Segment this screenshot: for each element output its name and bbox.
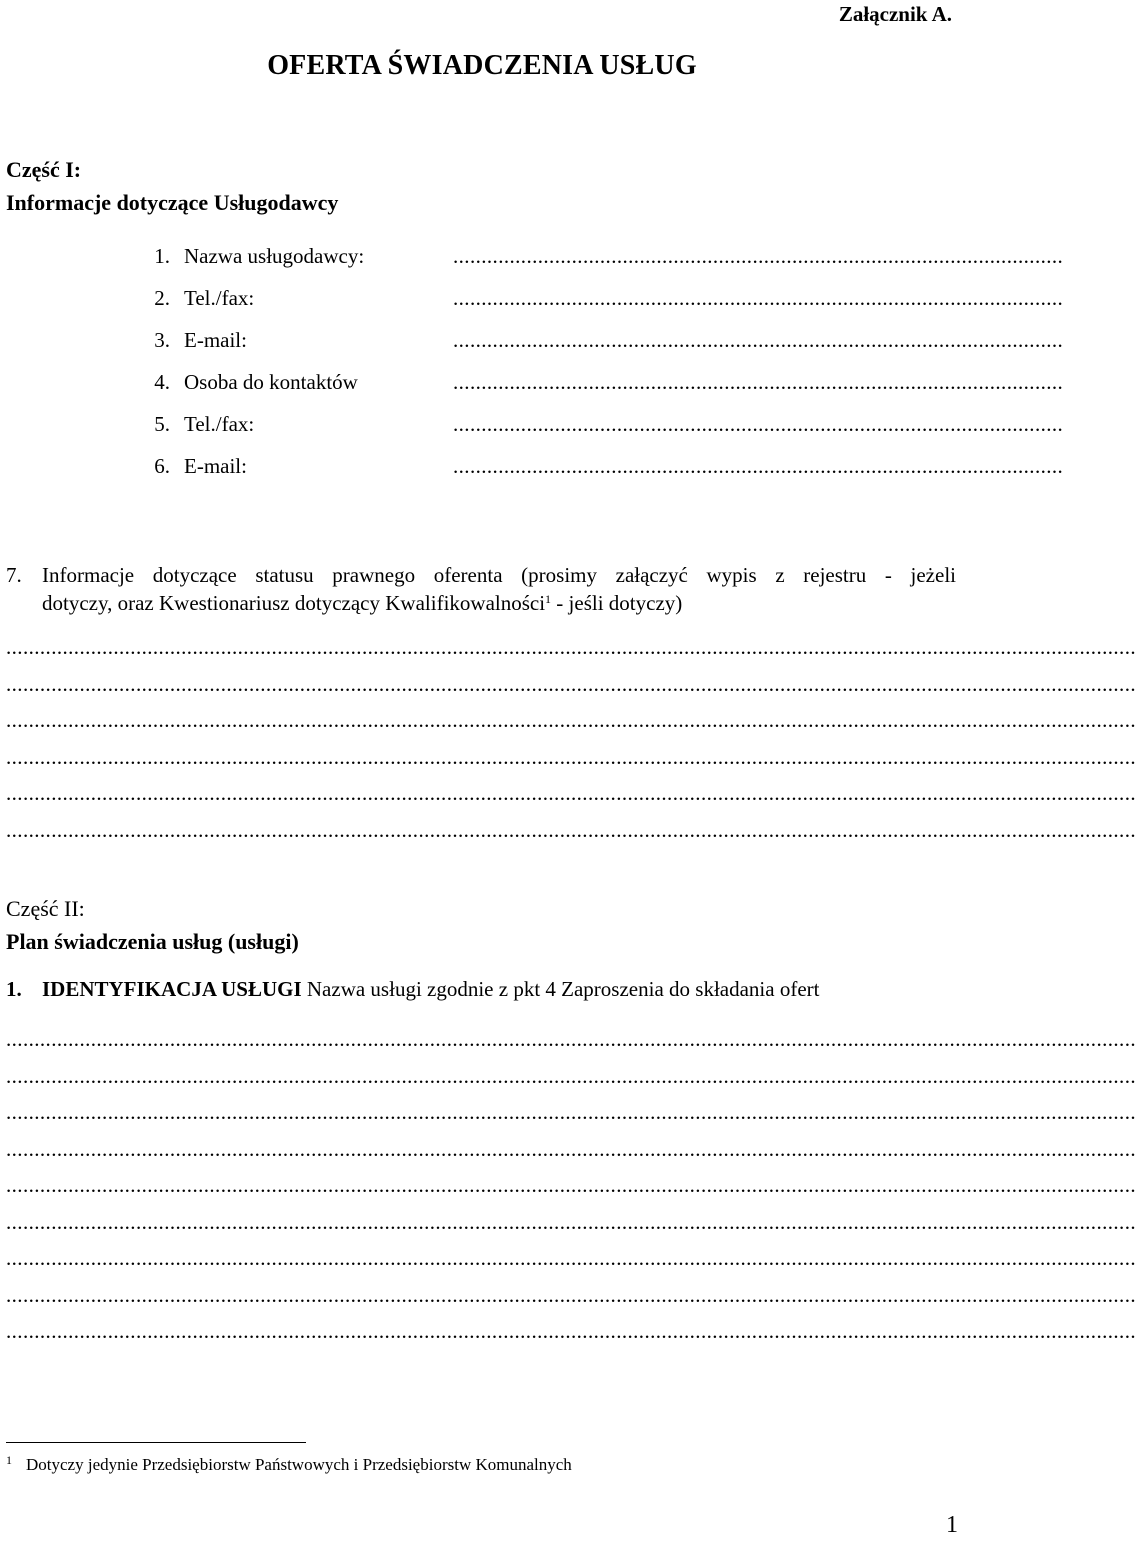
- dot-line[interactable]: ........................................................................................................................................................................................................: [6, 671, 1136, 696]
- fill-in-dots[interactable]: ............................................................................................................: [453, 412, 1064, 436]
- item7-line2: [6, 589, 956, 617]
- dot-line[interactable]: ........................................................................................................................................................................................................: [6, 1100, 1136, 1124]
- item-number: 1.: [154, 244, 170, 268]
- part1-subheading: Informacje dotyczące Usługodawcy: [6, 190, 339, 215]
- dot-line[interactable]: ........................................................................................................................................................................................................: [6, 1282, 1136, 1307]
- footnote-text: Dotyczy jedynie Przedsiębiorstw Państwowych i Przedsiębiorstw Komunalnych: [26, 1455, 572, 1474]
- item-label: Tel./fax:: [184, 286, 255, 310]
- document-title: OFERTA ŚWIADCZENIA USŁUG: [267, 50, 697, 81]
- dot-line[interactable]: ........................................................................................................................................................................................................: [6, 781, 1136, 805]
- service-identification-label: IDENTYFIKACJA USŁUGI: [42, 977, 302, 1001]
- footnote: [6, 1455, 572, 1475]
- list-item: [148, 282, 1064, 324]
- dot-line[interactable]: ........................................................................................................................................................................................................: [6, 1246, 1136, 1270]
- dot-line[interactable]: ........................................................................................................................................................................................................: [6, 817, 1136, 842]
- list-item: [148, 366, 1064, 408]
- part2-heading-block: [6, 892, 299, 958]
- dot-line[interactable]: ........................................................................................................................................................................................................: [6, 1209, 1136, 1234]
- list-item: [148, 240, 1064, 282]
- fill-in-dots[interactable]: ............................................................................................................: [453, 244, 1064, 268]
- item7-text-line2: dotyczy, oraz Kwestionariusz dotyczący Kwalifikowalności: [42, 591, 546, 615]
- list-item: [148, 408, 1064, 450]
- item-number: 7.: [6, 563, 22, 587]
- dot-line[interactable]: ........................................................................................................................................................................................................: [6, 1063, 1136, 1088]
- part2-fill-area[interactable]: [6, 1024, 1136, 1353]
- fill-in-dots[interactable]: ............................................................................................................: [453, 328, 1064, 352]
- dot-line[interactable]: ........................................................................................................................................................................................................: [6, 1027, 1136, 1051]
- item-label: E-mail:: [184, 328, 247, 352]
- item-number: 3.: [154, 328, 170, 352]
- dot-line[interactable]: ........................................................................................................................................................................................................: [6, 1173, 1136, 1197]
- fill-in-dots[interactable]: ............................................................................................................: [453, 454, 1064, 478]
- dot-line[interactable]: ........................................................................................................................................................................................................: [6, 1319, 1136, 1343]
- footnote-mark: 1: [6, 1453, 12, 1467]
- page-number: 1: [946, 1512, 958, 1538]
- contact-items-list: [148, 240, 1064, 492]
- item-number: 1.: [6, 977, 22, 1001]
- footnote-separator: [6, 1442, 306, 1443]
- fill-in-dots[interactable]: ............................................................................................................: [453, 286, 1064, 310]
- item7-line1: [6, 561, 956, 589]
- item-number: 4.: [154, 370, 170, 394]
- item-number: 6.: [154, 454, 170, 478]
- dot-line[interactable]: ........................................................................................................................................................................................................: [6, 635, 1136, 659]
- part1-heading-block: [6, 153, 338, 219]
- service-identification: [6, 977, 819, 1002]
- list-item: [148, 324, 1064, 366]
- list-item: [148, 450, 1064, 492]
- item-number: 2.: [154, 286, 170, 310]
- dot-line[interactable]: ........................................................................................................................................................................................................: [6, 744, 1136, 769]
- item-label: Osoba do kontaktów: [184, 370, 358, 394]
- footnote-reference[interactable]: 1: [545, 592, 552, 606]
- part2-heading: Część II:: [6, 896, 85, 921]
- fill-in-dots[interactable]: ............................................................................................................: [453, 370, 1064, 394]
- item-label: Tel./fax:: [184, 412, 255, 436]
- part2-subheading: Plan świadczenia usług (usługi): [6, 929, 299, 954]
- dot-line[interactable]: ........................................................................................................................................................................................................: [6, 1136, 1136, 1161]
- part1-heading: Część I:: [6, 157, 82, 182]
- dot-line[interactable]: ........................................................................................................................................................................................................: [6, 708, 1136, 732]
- item7-text-line2-end: - jeśli dotyczy): [551, 591, 683, 615]
- item7-text-line1: Informacje dotyczące statusu prawnego oferenta (prosimy załączyć wypis z rejestru - jeżeli: [42, 563, 956, 587]
- item-number: 5.: [154, 412, 170, 436]
- item-label: Nazwa usługodawcy:: [184, 244, 365, 268]
- annex-label: Załącznik A.: [838, 2, 952, 26]
- item7-paragraph: [6, 561, 956, 617]
- part1-fill-area[interactable]: [6, 632, 1136, 851]
- item-label: E-mail:: [184, 454, 247, 478]
- service-identification-text: Nazwa usługi zgodnie z pkt 4 Zaproszenia do składania ofert: [301, 977, 820, 1001]
